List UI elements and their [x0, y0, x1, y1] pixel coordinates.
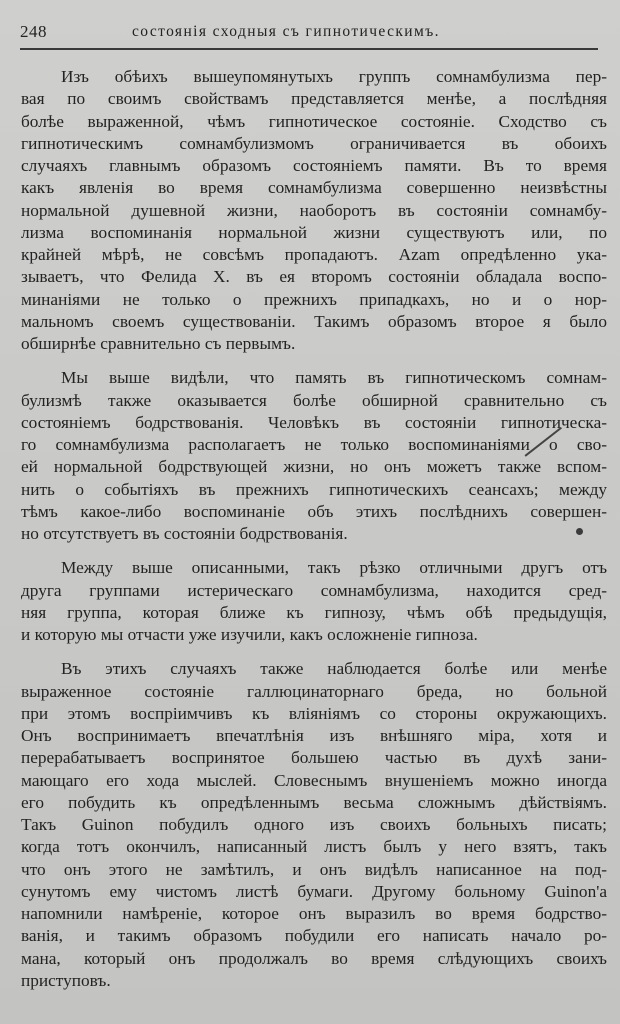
text-line: Мы выше видѣли, что память въ гипнотическомъ сомнам- — [61, 368, 607, 388]
page-header — [20, 18, 598, 50]
text-line: вая по своимъ свойствамъ представляется менѣе, а послѣдняя — [21, 89, 607, 109]
paragraph — [21, 367, 607, 545]
text-line: го сомнамбулизма располагаетъ не только воспоминаніями о сво- — [21, 435, 607, 454]
text-line: Такъ Guinon побудилъ одного изъ своихъ больныхъ писать; — [21, 815, 607, 834]
text-line: мающаго его хода мыслей. Словеснымъ внушеніемъ можно иногда — [21, 770, 607, 790]
text-line: случаяхъ главнымъ образомъ состояніемъ памяти. Въ то время — [21, 156, 607, 175]
text-line: выраженное состояніе галлюцинаторнаго бреда, но больной — [21, 681, 607, 701]
paragraph — [21, 66, 607, 355]
text-line: Онъ воспринимаетъ впечатлѣнія изъ внѣшняго міра, хотя и — [21, 726, 607, 745]
text-line: и которую мы отчасти уже изучили, какъ осложненіе гипноза. — [21, 625, 478, 644]
text-line: тѣмъ какое-либо воспоминаніе объ этихъ послѣднихъ совершен- — [21, 501, 607, 521]
page-number: 248 — [20, 22, 47, 41]
paragraph — [21, 557, 607, 646]
text-line: друга группами истерическаго сомнамбулизма, находится сред- — [21, 580, 607, 600]
text-line: перерабатываетъ воспринятое большею частью въ духѣ зани- — [21, 748, 607, 768]
text-line: но отсутствуетъ въ состояніи бодрствованія. — [21, 524, 348, 543]
text-line: его побудить къ опредѣленнымъ весьма сложнымъ дѣйствіямъ. — [21, 792, 607, 812]
text-line: сунутомъ ему чистомъ листѣ бумаги. Другому больному Guinon'а — [21, 881, 607, 901]
running-head: состоянія сходныя съ гипнотическимъ. — [132, 23, 440, 40]
text-line: нормальной душевной жизни, наоборотъ въ состояніи сомнамбу- — [21, 200, 607, 220]
body-text — [21, 66, 607, 1004]
ink-dot-mark — [576, 528, 583, 535]
text-line: болѣе выраженной, чѣмъ гипнотическое состояніе. Сходство съ — [21, 111, 607, 131]
text-line: крайней мѣрѣ, не совсѣмъ пропадаютъ. Azam опредѣленно ука- — [21, 245, 607, 264]
text-line: Изъ обѣихъ вышеупомянутыхъ группъ сомнамбулизма пер- — [61, 67, 607, 86]
text-line: какъ явленія во время сомнамбулизма совершенно неизвѣстны — [21, 178, 607, 198]
paragraph — [21, 658, 607, 992]
text-line: мана, который онъ продолжалъ во время слѣдующихъ своихъ — [21, 948, 607, 968]
text-line: зываетъ, что Фелида X. въ ея второмъ состояніи обладала воспо- — [21, 267, 607, 287]
text-line: минаніями не только о прежнихъ припадкахъ, но и о нор- — [21, 289, 607, 309]
text-line: когда тотъ окончилъ, написанный листъ былъ у него взятъ, такъ — [21, 837, 607, 857]
text-line: приступовъ. — [21, 970, 111, 990]
text-line: состояніемъ бодрствованія. Человѣкъ въ состояніи гипнотическа- — [21, 412, 607, 432]
text-line: ванія, и такимъ образомъ побудили его написать начало ро- — [21, 926, 607, 946]
text-line: что онъ этого не замѣтилъ, и онъ видѣлъ написанное на под- — [21, 859, 607, 879]
text-line: мальномъ своемъ существованіи. Такимъ образомъ второе я было — [21, 311, 607, 331]
text-line: Между выше описанными, такъ рѣзко отличными другъ отъ — [61, 558, 607, 578]
text-line: напомнили намѣреніе, которое онъ выразилъ во время бодрство- — [21, 904, 607, 923]
text-line: нить о событіяхъ въ прежнихъ гипнотическихъ сеансахъ; между — [21, 479, 607, 499]
text-line: булизмѣ также оказывается болѣе обширной сравнительно съ — [21, 390, 607, 410]
text-line: Въ этихъ случаяхъ также наблюдается болѣе или менѣе — [61, 659, 607, 679]
text-line: няя группа, которая ближе къ гипнозу, чѣмъ обѣ предыдущія, — [21, 602, 607, 622]
text-line: гипнотическимъ сомнамбулизмомъ ограничивается въ обоихъ — [21, 133, 607, 153]
text-line: обширнѣе сравнительно съ первымъ. — [21, 334, 296, 353]
text-line: при этомъ воспріимчивъ къ вліяніямъ со стороны окружающихъ. — [21, 703, 607, 723]
text-line: ей нормальной бодрствующей жизни, но онъ можетъ также вспом- — [21, 457, 607, 477]
text-line: лизма воспоминанія нормальной жизни существуютъ или, по — [21, 222, 607, 242]
